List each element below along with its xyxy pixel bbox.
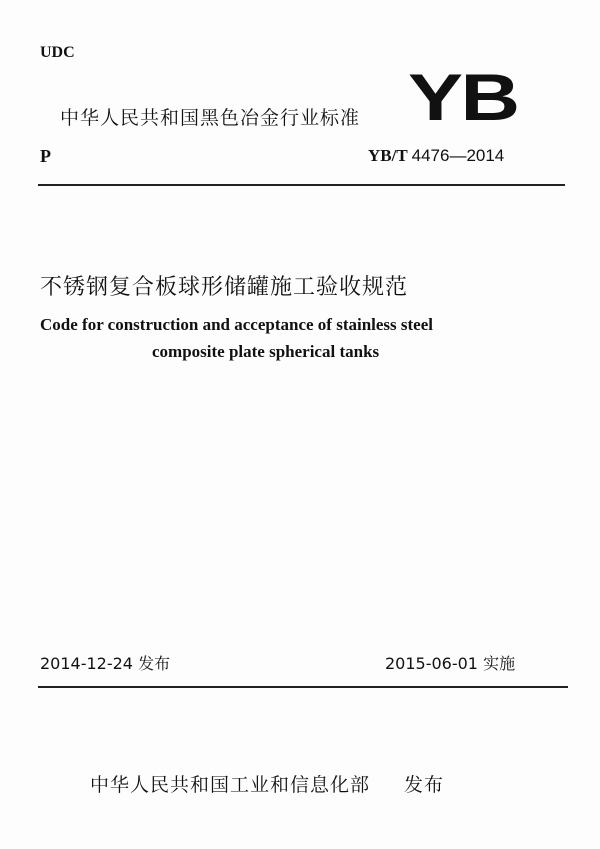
publisher-line [90,770,444,797]
title-chinese: 不锈钢复合板球形储罐施工验收规范 [40,275,409,300]
publisher: 中华人民共和国工业和信息化部 [90,774,371,796]
publisher-action: 发布 [404,774,445,796]
issue-date: 2014-12-24 发布 [40,654,171,673]
standard-number [368,146,504,166]
classification-code: P [40,146,51,166]
effective-date: 2015-06-01 实施 [385,654,516,673]
udc-label: UDC [40,44,75,61]
top-divider [38,184,565,186]
yb-logo: YB [408,60,518,134]
industry-standard-title: 中华人民共和国黑色冶金行业标准 [60,107,361,129]
bottom-divider [38,686,568,688]
standard-code-prefix: YB/T [368,146,408,165]
title-english-line2: composite plate spherical tanks [152,342,380,361]
standard-code-number: 4476—2014 [411,146,505,165]
title-english-line1: Code for construction and acceptance of stainless steel [40,315,434,334]
